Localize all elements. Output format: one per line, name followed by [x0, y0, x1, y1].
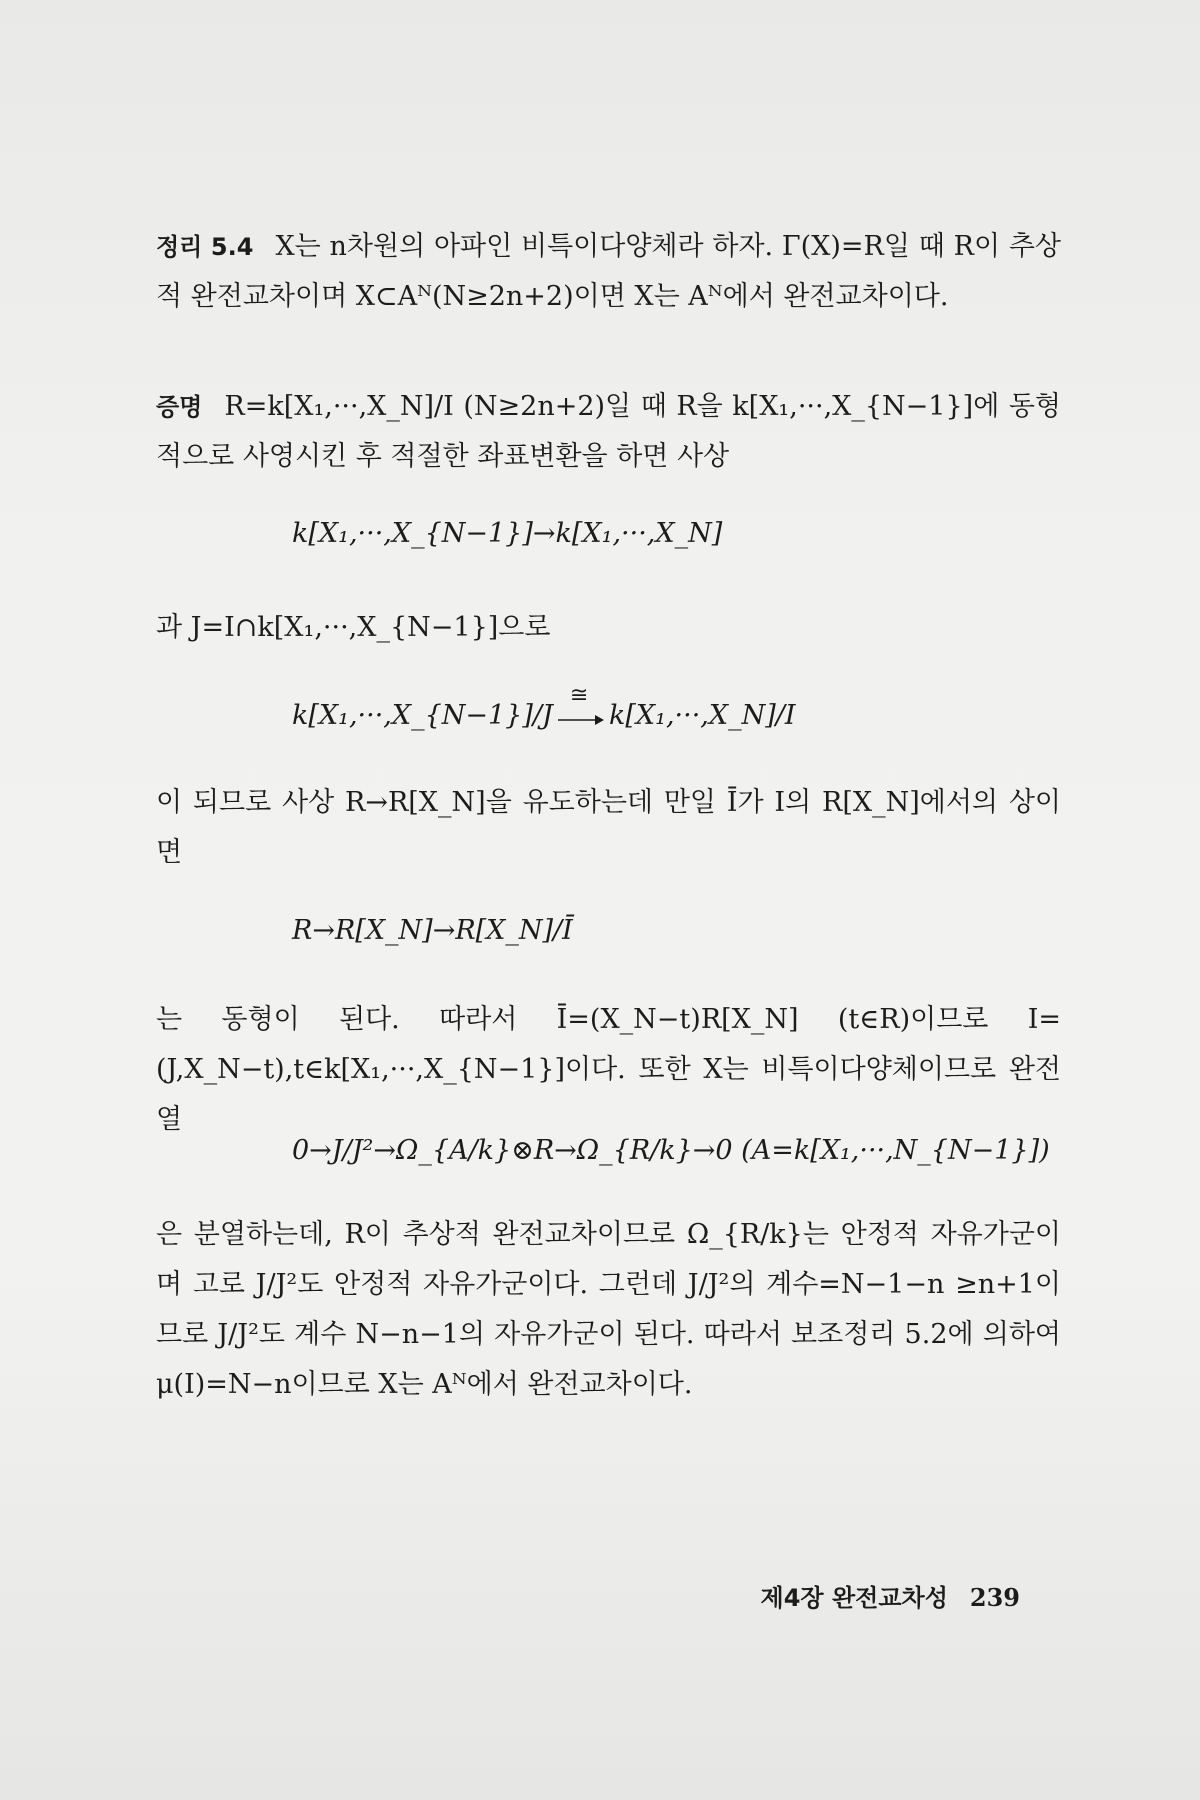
running-footer — [761, 1578, 1020, 1613]
proof-label: 증명 — [156, 393, 203, 421]
isomorphism-symbol: ≅ — [569, 682, 589, 708]
eq2-left: k[X₁,···,X_{N−1}]/J — [292, 700, 553, 731]
isomorphism-arrow — [558, 682, 604, 735]
paragraph-3: 이 되므로 사상 R→R[X_N]을 유도하는데 만일 Ī가 I의 R[X_N]에서의 상이면 — [156, 787, 1061, 868]
display-equation-2 — [292, 682, 796, 735]
page-number: 239 — [969, 1583, 1020, 1612]
chapter-title: 제4장 완전교차성 — [760, 1584, 948, 1612]
long-arrow-icon — [558, 713, 604, 727]
paragraph-5: 은 분열하는데, R이 추상적 완전교차이므로 Ω_{R/k}는 안정적 자유가군이며 고로 J/J²도 안정적 자유가군이다. 그런데 J/J²의 계수=N−1−n ≥n+1이므로 J/J²도 계수 N−n−1의 자유가군이 된다. 따라서 보조정리 5.2에 의하여 μ(I)=N−n이므로 X는 Aᴺ에서 완전교차이다. — [156, 1219, 1061, 1400]
display-equation-4: 0→J/J²→Ω_{A/k}⊗R→Ω_{R/k}→0 (A=k[X₁,···,N_{N−1}]) — [292, 1135, 1050, 1166]
paragraph-4: 는 동형이 된다. 따라서 Ī=(X_N−t)R[X_N] (t∈R)이므로 I=(J,X_N−t),t∈k[X₁,···,X_{N−1}]이다. 또한 X는 비특이다양체이므로 완전열 — [156, 1004, 1061, 1135]
proof-paragraph — [156, 382, 1061, 482]
eq2-right: k[X₁,···,X_N]/I — [609, 700, 796, 731]
display-equation-1: k[X₁,···,X_{N−1}]→k[X₁,···,X_N] — [292, 518, 723, 549]
proof-text: R=k[X₁,···,X_N]/I (N≥2n+2)일 때 R을 k[X₁,···,X_{N−1}]에 동형적으로 사영시킨 후 적절한 좌표변환을 하면 사상 — [156, 391, 1061, 472]
paragraph-2: 과 J=I∩k[X₁,···,X_{N−1}]으로 — [156, 612, 551, 643]
theorem-paragraph — [156, 222, 1061, 322]
theorem-text: X는 n차원의 아파인 비특이다양체라 하자. Γ(X)=R일 때 R이 추상적 완전교차이며 X⊂Aᴺ(N≥2n+2)이면 X는 Aᴺ에서 완전교차이다. — [156, 231, 1061, 312]
display-equation-3: R→R[X_N]→R[X_N]/Ī — [292, 915, 573, 946]
theorem-label: 정리 5.4 — [156, 233, 254, 261]
